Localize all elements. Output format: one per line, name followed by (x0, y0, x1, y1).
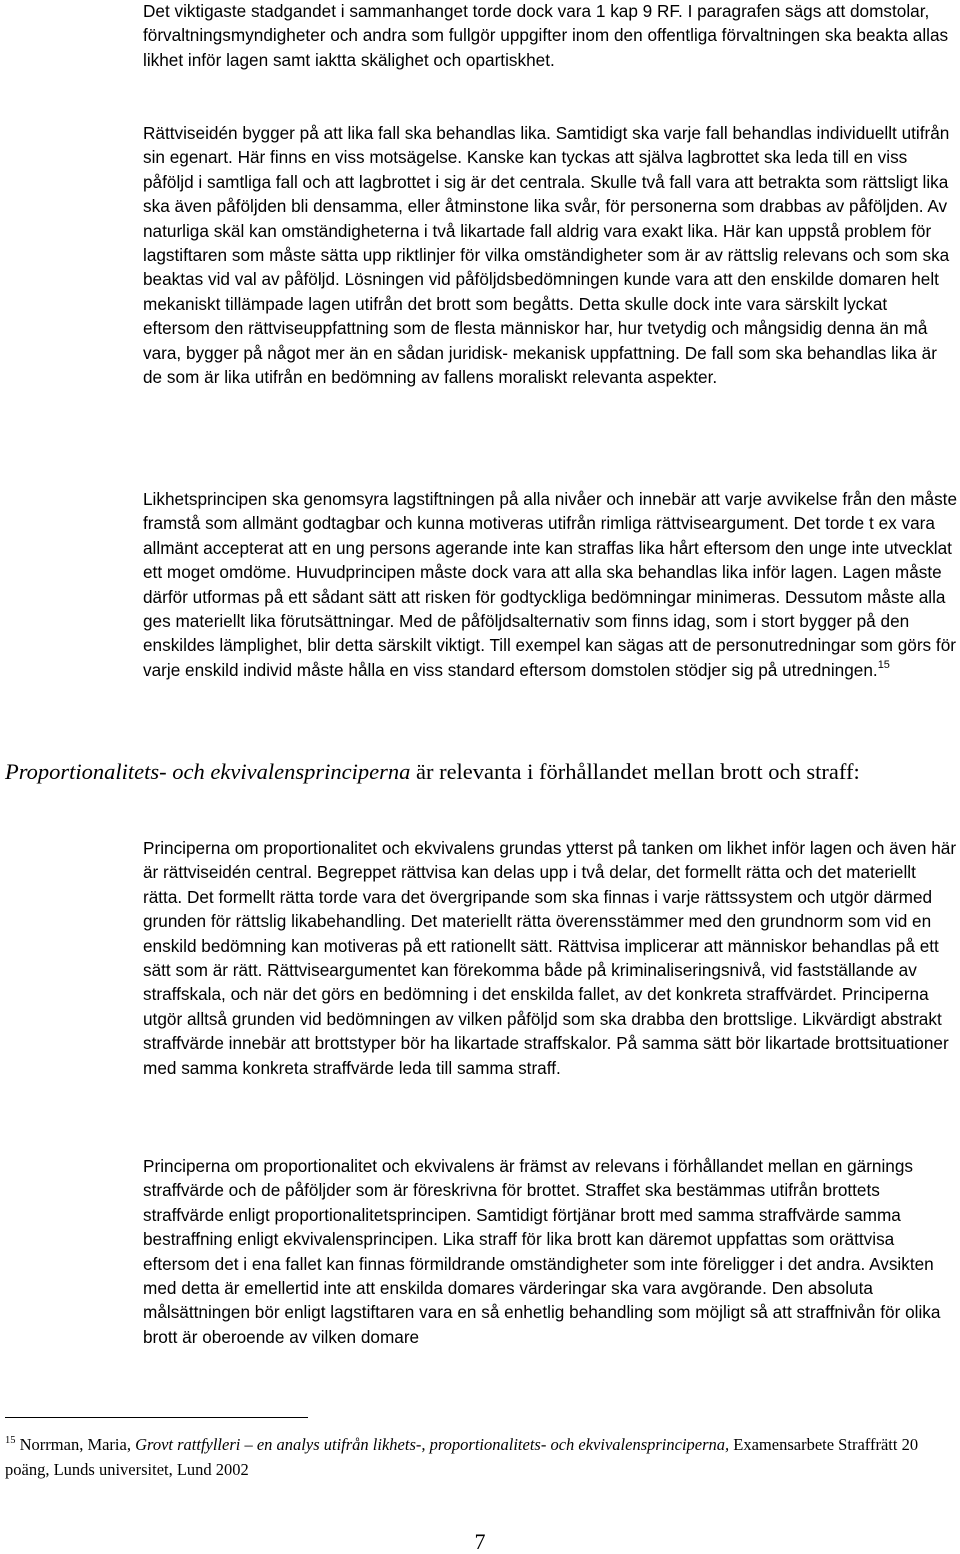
footnote-title: Grovt rattfylleri – en analys utifrån likhets-, proportionalitets- och ekvivalensprinciperna, (135, 1435, 730, 1454)
footnote-author: Norrman, Maria, (15, 1435, 136, 1454)
page-number: 7 (474, 1529, 486, 1554)
footnote-separator (5, 1417, 308, 1418)
paragraph-rattviseiden: Rättviseidén bygger på att lika fall ska behandlas lika. Samtidigt ska varje fall behandlas individuellt utifrån sin egenart. Här finns en viss motsägelse. Kanske kan tyckas att själva lagbrottet ska leda till en viss påföljd i samtliga fall och att lagbrottet i sig är det centrala. Skulle två fall vara att betrakta som rättsligt lika ska även påföljden bli densamma, eller åtminstone lika svår, för personerna som drabbas av påföljden. Av naturliga skäl kan omständigheterna i två likartade fall aldrig vara exakt lika. Här kan uppstå problem för lagstiftaren som måste sätta upp riktlinjer för vilka omständigheter som är av rättslig relevans och som ska beaktas vid val av påföljd. Lösningen vid påföljdsbedömningen kunde vara att den enskilde domaren helt mekaniskt tillämpade lagen utifrån det brott som begåtts. Detta skulle dock inte vara särskilt lyckat eftersom den rättviseuppfattning som de flesta människor har, hur tvetydig och mångsidig denna än må vara, bygger på något mer än en sådan juridisk- mekanisk uppfattning. De fall som ska behandlas lika är de som är lika utifrån en bedömning av fallens moraliskt relevanta aspekter. (143, 123, 950, 388)
footnote-details: Examensarbete Straffrätt 20 poäng, Lunds universitet, Lund 2002 (5, 1435, 919, 1479)
paragraph-rf-9: Det viktigaste stadgandet i sammanhanget torde dock vara 1 kap 9 RF. I paragrafen sägs att domstolar, förvaltningsmyndigheter och andra som fullgör uppgifter inom den offentliga förvaltningen ska beakta allas likhet inför lagen samt iaktta skälighet och opartiskhet. (143, 1, 949, 70)
paragraph-likhetsprincipen (143, 487, 958, 682)
section-heading-rest: är relevanta i förhållandet mellan brott och straff: (410, 759, 860, 784)
paragraph-likhetsprincipen-text: Likhetsprincipen ska genomsyra lagstiftningen på alla nivåer och innebär att varje avvikelse från den måste framstå som allmänt godtagbar och kunna motiveras utifrån rimliga rättviseargument. Det torde t ex vara allmänt accepterat att en ung persons agerande inte kan straffas lika hårt eftersom den unge inte utvecklat ett moget omdöme. Huvudprincipen måste dock vara att alla ska behandlas lika inför lagen. Lagen måste därför utformas på ett sådant sätt att risken för godtyckliga bedömningar minimeras. Dessutom måste alla ges materiellt lika förutsättningar. Med de påföljdsalternativ som finns idag, som i stort bygger på den enskildes lämplighet, blir detta särskilt viktigt. Till exempel kan sägas att de personutredningar som görs för varje enskild individ måste hålla en viss standard eftersom domstolen stödjer sig på utredningen. (143, 489, 957, 680)
paragraph-principerna-relevans: Principerna om proportionalitet och ekvivalens är främst av relevans i förhållandet mellan en gärnings straffvärde och de påföljder som är föreskrivna för brottet. Straffet ska bestämmas utifrån brottets straffvärde enligt proportionalitetsprincipen. Samtidigt förtjänar brott med samma straffvärde samma bestraffning enligt ekvivalensprincipen. Lika straff för lika brott kan däremot uppfattas som orättvisa eftersom det i ena fallet kan finnas förmildrande omständigheter som inte föreligger i det andra. Avsikten med detta är emellertid inte att enskilda domares värderingar ska vara avgörande. Den absoluta målsättningen bör enligt lagstiftaren vara en så enhetlig behandling som möjligt så att straffnivån för olika brott är oberoende av vilken domare (143, 1156, 941, 1347)
footnote-number: 15 (5, 1435, 16, 1446)
section-heading-italic: Proportionalitets- och ekvivalensprinciperna (5, 759, 411, 784)
paragraph-principerna-likhet: Principerna om proportionalitet och ekvivalens grundas ytterst på tanken om likhet inför lagen och även här är rättviseidén central. Begreppet rättvisa kan delas upp i två delar, det formellt rätta och det materiellt rätta. Det formellt rätta torde vara det övergripande som ska finnas i varje rättssystem och utgör därmed grunden för rättslig likabehandling. Det materiellt rätta överensstämmer med den grundnorm som vid en enskild bedömning kan motiveras på ett rationellt sätt. Rättvisa implicerar att människor behandlas på ett sätt som är rätt. Rättviseargumentet kan förekomma både på kriminaliseringsnivå, vid fastställande av straffskala, och när det görs en bedömning i det enskilda fallet, av det konkreta straffvärdet. Principerna utgör alltså grunden vid bedömningen av vilken påföljd som ska drabba den brottslige. Likvärdigt abstrakt straffvärde innebär att brottstyper bör ha likartade straffskalor. På samma sätt bör likartade brottsituationer med samma konkreta straffvärde leda till samma straff. (143, 838, 957, 1078)
footnote (5, 1432, 955, 1482)
section-heading (5, 757, 955, 787)
footnote-reference[interactable]: 15 (877, 658, 890, 671)
